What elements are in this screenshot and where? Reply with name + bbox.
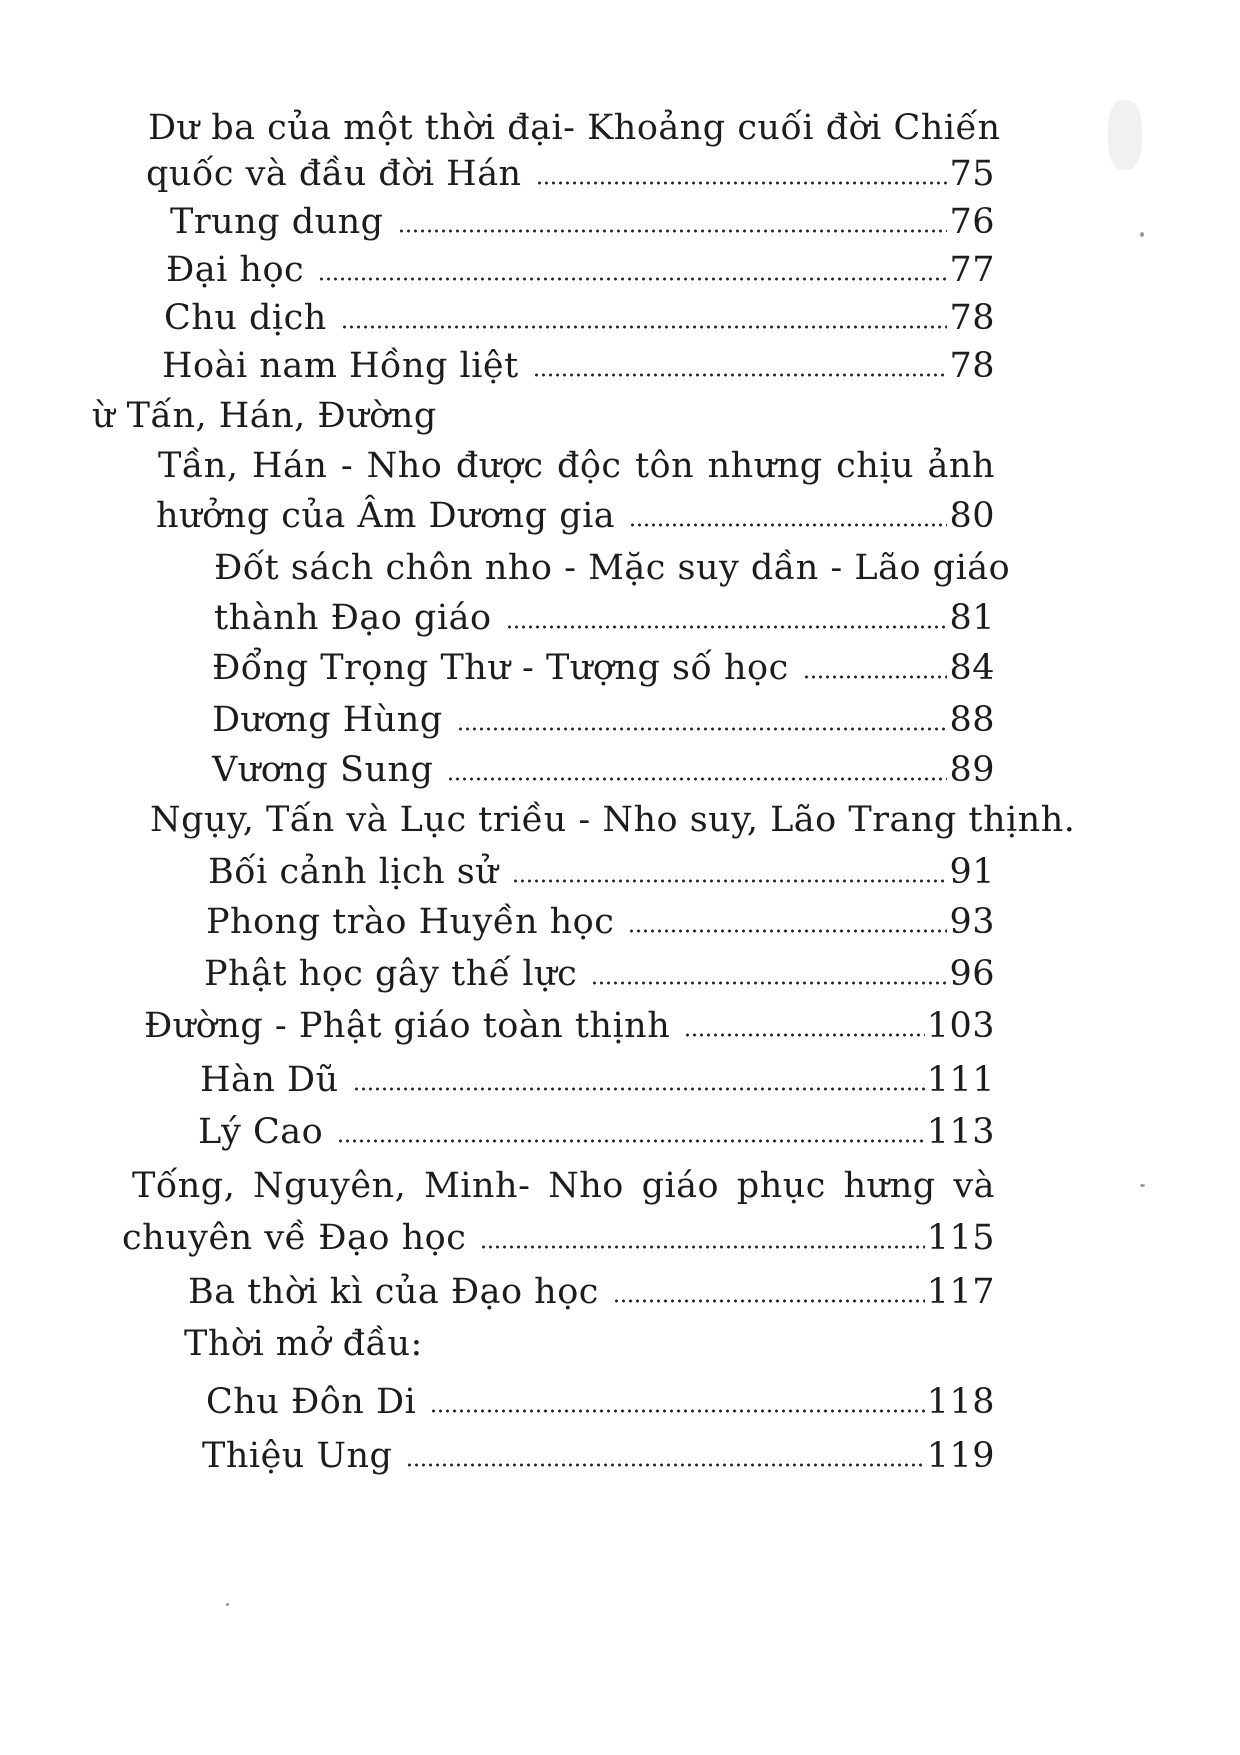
toc-entry bbox=[214, 546, 1011, 590]
toc-entry bbox=[206, 900, 995, 944]
toc-entry-text: thành Đạo giáo bbox=[214, 598, 492, 638]
toc-entry bbox=[166, 248, 995, 292]
toc-entry bbox=[132, 1164, 995, 1208]
toc-entry bbox=[158, 444, 995, 488]
toc-entry-text: Ngụy, Tấn và Lục triều - Nho suy, Lão Trang thịnh. bbox=[150, 800, 1076, 840]
toc-page-number: 117 bbox=[926, 1272, 995, 1312]
toc-entry bbox=[212, 698, 995, 742]
dot-leader bbox=[480, 1243, 924, 1251]
toc-entry bbox=[188, 1270, 995, 1314]
toc-entry bbox=[150, 798, 1076, 842]
dot-leader bbox=[684, 1031, 924, 1039]
toc-page-number: 88 bbox=[949, 700, 995, 740]
toc-entry-text: Phật học gây thế lực bbox=[204, 954, 578, 994]
dot-leader bbox=[536, 179, 948, 187]
toc-entry-text: hưởng của Âm Dương gia bbox=[156, 496, 616, 536]
toc-entry-text: Hoài nam Hồng liệt bbox=[162, 346, 519, 386]
toc-entry-text: Thiệu Ung bbox=[202, 1436, 393, 1476]
toc-page-number: 113 bbox=[926, 1112, 995, 1152]
toc-entry bbox=[170, 200, 995, 244]
toc-entry-text: Ba thời kì của Đạo học bbox=[188, 1272, 599, 1312]
toc-entry-text: Thời mở đầu: bbox=[184, 1324, 423, 1364]
toc-entry-text: Hàn Dũ bbox=[200, 1060, 339, 1100]
toc-entry-text: Phong trào Huyền học bbox=[206, 902, 615, 942]
dot-leader bbox=[337, 1137, 924, 1145]
scan-speck bbox=[1140, 232, 1144, 237]
dot-leader bbox=[457, 725, 948, 733]
toc-page-number: 77 bbox=[949, 250, 995, 290]
toc-entry-text: quốc và đầu đời Hán bbox=[146, 154, 522, 194]
toc-page-number: 80 bbox=[949, 496, 995, 536]
toc-entry-text: Chu Đôn Di bbox=[206, 1382, 417, 1422]
toc-entry bbox=[162, 344, 995, 388]
toc-entry-text: chuyên về Đạo học bbox=[122, 1218, 467, 1258]
dot-leader bbox=[406, 1461, 924, 1469]
toc-entry-text: Vương Sung bbox=[212, 750, 434, 790]
toc-page-number: 78 bbox=[949, 298, 995, 338]
scan-speck bbox=[226, 1603, 229, 1606]
dot-leader bbox=[512, 877, 947, 885]
toc-page-number: 119 bbox=[926, 1436, 995, 1476]
dot-leader bbox=[318, 275, 947, 283]
toc-entry-text: Chu dịch bbox=[164, 298, 327, 338]
dot-leader bbox=[447, 775, 947, 783]
toc-entry bbox=[212, 646, 995, 690]
toc-page-number: 103 bbox=[926, 1006, 995, 1046]
toc-page-number: 78 bbox=[949, 346, 995, 386]
toc-entry bbox=[148, 106, 1001, 150]
toc-entry bbox=[144, 1004, 995, 1048]
toc-entry-text: Tống, Nguyên, Minh- Nho giáo phục hưng và bbox=[132, 1166, 995, 1206]
toc-entry bbox=[164, 296, 995, 340]
toc-entry bbox=[204, 952, 995, 996]
dot-leader bbox=[398, 227, 948, 235]
toc-entry-text: Đường - Phật giáo toàn thịnh bbox=[144, 1006, 671, 1046]
toc-entry-text: Đốt sách chôn nho - Mặc suy dần - Lão giáo bbox=[214, 548, 1011, 588]
toc-entry bbox=[202, 1434, 995, 1478]
toc-page-number: 76 bbox=[949, 202, 995, 242]
toc-page-number: 93 bbox=[949, 902, 995, 942]
dot-leader bbox=[629, 521, 947, 529]
toc-entry-text: Đại học bbox=[166, 250, 305, 290]
toc-page-number: 89 bbox=[949, 750, 995, 790]
toc-entry bbox=[198, 1110, 995, 1154]
toc-entry bbox=[214, 596, 995, 640]
toc-entry bbox=[146, 152, 995, 196]
toc-page-number: 81 bbox=[949, 598, 995, 638]
toc-page-number: 111 bbox=[926, 1060, 995, 1100]
toc-page-number: 96 bbox=[949, 954, 995, 994]
toc-entry-text: Bối cảnh lịch sử bbox=[208, 852, 499, 892]
toc-entry bbox=[206, 1380, 995, 1424]
toc-entry bbox=[156, 494, 995, 538]
toc-entry-text: Dương Hùng bbox=[212, 700, 443, 740]
dot-leader bbox=[506, 623, 948, 631]
toc-page-number: 91 bbox=[949, 852, 995, 892]
toc-entry bbox=[122, 1216, 995, 1260]
toc-entry bbox=[200, 1058, 995, 1102]
toc-page-number: 84 bbox=[949, 648, 995, 688]
toc-entry-text: ừ Tấn, Hán, Đường bbox=[92, 396, 437, 436]
toc-entry bbox=[212, 748, 995, 792]
scan-smudge bbox=[1108, 100, 1142, 170]
dot-leader bbox=[591, 979, 947, 987]
toc-entry-text: Lý Cao bbox=[198, 1112, 324, 1152]
dot-leader bbox=[533, 371, 948, 379]
dot-leader bbox=[430, 1407, 924, 1415]
toc-section-heading bbox=[92, 394, 437, 438]
toc-page-number: 115 bbox=[926, 1218, 995, 1258]
toc-entry-text: Tần, Hán - Nho được độc tôn nhưng chịu ảnh bbox=[158, 446, 995, 486]
toc-subheading bbox=[184, 1322, 423, 1366]
toc-page-number: 75 bbox=[949, 154, 995, 194]
toc-entry-text: Trung dung bbox=[170, 202, 384, 242]
dot-leader bbox=[613, 1297, 925, 1305]
dot-leader bbox=[341, 323, 948, 331]
dot-leader bbox=[628, 927, 947, 935]
toc-page-number: 118 bbox=[926, 1382, 995, 1422]
scan-speck bbox=[1140, 1184, 1145, 1187]
toc-entry-text: Đổng Trọng Thư - Tượng số học bbox=[212, 648, 789, 688]
dot-leader bbox=[803, 673, 948, 681]
dot-leader bbox=[353, 1085, 925, 1093]
toc-entry-text: Dư ba của một thời đại- Khoảng cuối đời Chiến bbox=[148, 108, 1001, 148]
toc-entry bbox=[208, 850, 995, 894]
